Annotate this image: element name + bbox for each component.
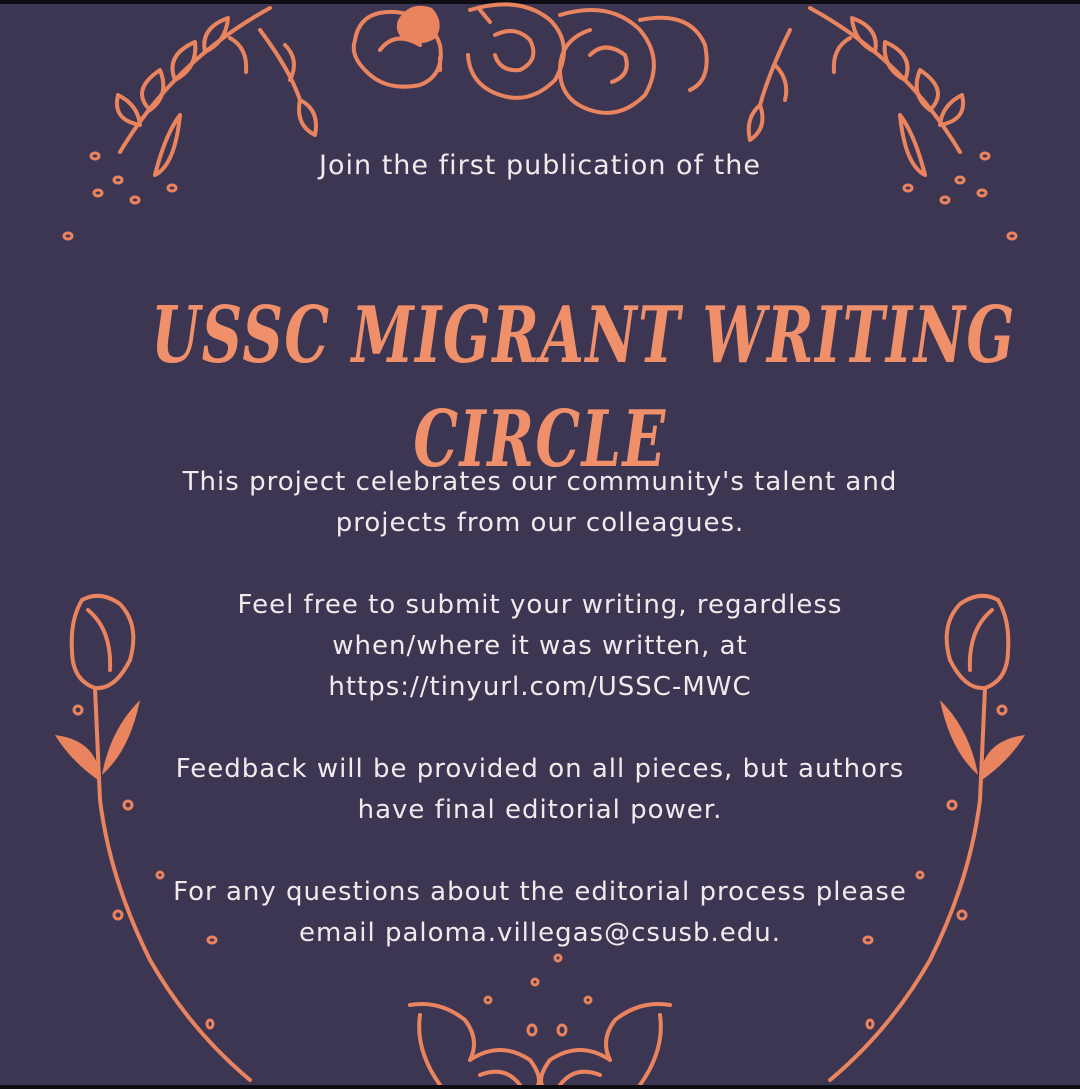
tulip-leaf [940,700,978,775]
intro-text: Join the first publication of the [319,150,761,181]
questions-paragraph [170,872,910,954]
about-paragraph: This project celebrates our community's talent and projects from our colleagues. [182,467,898,538]
title-line-2: CIRCLE [413,394,667,486]
email-link[interactable]: paloma.villegas@csusb.edu [384,918,772,948]
feedback-paragraph: Feedback will be provided on all pieces, but authors have final editorial power. [175,754,905,825]
tulip-leaf [980,735,1025,780]
rose-cluster-icon [410,1004,670,1089]
tulip-leaf [55,735,100,780]
submission-link[interactable]: https://tinyurl.com/USSC-MWC [328,672,752,702]
dots-decor [485,955,591,1035]
submit-paragraph [170,585,910,708]
questions-text: For any questions about the editorial process please email [173,877,907,948]
submit-text: Feel free to submit your writing, regardless when/where it was written, at [237,590,843,661]
tulip-leaf [102,700,140,775]
title-line-1: USSC MIGRANT WRITING [151,290,1016,382]
bottom-edge [0,1085,1080,1089]
questions-end: . [771,918,781,948]
body-text [170,462,910,954]
